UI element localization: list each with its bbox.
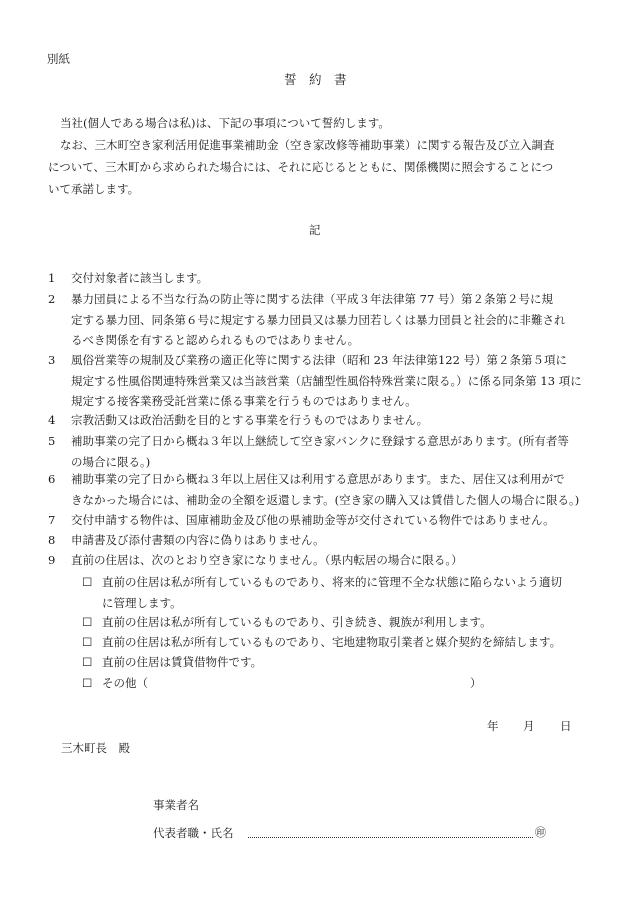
- date-day: 日: [560, 719, 572, 733]
- item-line: 規定する性風俗関連特殊営業又は当該営業（店舗型性風俗特殊営業に限る。）に係る同条第 13 項に: [71, 373, 582, 388]
- representative-label: 代表者職・氏名: [153, 826, 234, 840]
- item-line: るべき関係を有すると認められるものではありません。: [71, 333, 360, 347]
- item-number: 7: [48, 513, 56, 527]
- checkbox[interactable]: ☐: [82, 676, 93, 690]
- option-line: 直前の住居は賃貸借物件です。: [102, 655, 263, 669]
- addressee: 三木町長 殿: [61, 741, 130, 755]
- item-line: 風俗営業等の規制及び業務の適正化等に関する法律（昭和 23 年法律第122 号）第２条第５項に: [71, 353, 568, 367]
- intro-statement: 当社(個人である場合は私)は、下記の事項について誓約します。: [60, 116, 390, 130]
- item-line: 交付対象者に該当します。: [71, 271, 209, 285]
- item-line: の場合に限る。): [71, 454, 151, 469]
- item-number: 6: [48, 472, 56, 486]
- item-line: 規定する接客業務受託営業に係る事業を行うものではありません。: [71, 394, 417, 408]
- item-line: 直前の住居は、次のとおり空き家になりません。（県内転居の場合に限る。）: [71, 553, 463, 567]
- signature-line[interactable]: [248, 837, 533, 838]
- consent-line: いて承諾します。: [48, 182, 140, 196]
- option-line: 直前の住居は私が所有しているものであり、宅地建物取引業者と媒介契約を締結します。: [102, 635, 562, 649]
- date-year: 年: [487, 719, 499, 733]
- attachment-label: 別紙: [47, 52, 70, 66]
- item-number: 3: [48, 353, 56, 367]
- item-number: 5: [48, 434, 56, 448]
- consent-line: なお、三木町空き家利活用促進事業補助金（空き家改修等補助事業）に関する報告及び立入調査: [60, 138, 555, 152]
- option-other-close: ）: [470, 676, 482, 690]
- item-line: 定する暴力団、同条第６号に規定する暴力団員又は暴力団若しくは暴力団員と社会的に非難され: [71, 312, 566, 327]
- ki-heading: 記: [309, 223, 321, 237]
- business-name-label: 事業者名: [153, 798, 199, 812]
- consent-line: について、三木町から求められた場合には、それに応じるとともに、関係機関に照会することにつ: [48, 160, 554, 174]
- item-line: 宗教活動又は政治活動を目的とする事業を行うものではありません。: [71, 413, 429, 427]
- checkbox[interactable]: ☐: [82, 575, 93, 589]
- item-number: 2: [48, 292, 56, 306]
- seal-mark: ㊞: [535, 826, 546, 839]
- item-line: きなかった場合には、補助金の全額を返還します。(空き家の購入又は賃借した個人の場合に限る。): [71, 492, 580, 507]
- option-line: その他（: [102, 676, 148, 690]
- option-line: に管理します。: [102, 595, 182, 610]
- checkbox[interactable]: ☐: [82, 635, 93, 649]
- item-number: 1: [48, 271, 56, 285]
- item-line: 補助事業の完了日から概ね３年以上居住又は利用する意思があります。また、居住又は利用がで: [71, 472, 565, 486]
- item-number: 8: [48, 533, 56, 547]
- item-number: 4: [48, 413, 56, 427]
- date-month: 月: [523, 719, 535, 733]
- item-line: 補助事業の完了日から概ね３年以上継続して空き家バンクに登録する意思があります。(所有者等: [71, 434, 569, 448]
- document-title: 誓 約 書: [284, 72, 347, 87]
- checkbox[interactable]: ☐: [82, 615, 93, 629]
- option-line: 直前の住居は私が所有しているものであり、引き続き、親族が利用します。: [102, 615, 492, 629]
- checkbox[interactable]: ☐: [82, 655, 93, 669]
- item-line: 暴力団員による不当な行為の防止等に関する法律（平成３年法律第 77 号）第２条第２号に規: [71, 292, 553, 306]
- item-number: 9: [48, 553, 56, 567]
- option-line: 直前の住居は私が所有しているものであり、将来的に管理不全な状態に陥らないよう適切: [102, 575, 562, 589]
- item-line: 申請書及び添付書類の内容に偽りはありません。: [71, 533, 325, 547]
- consent-paragraph: [48, 134, 583, 200]
- item-line: 交付申請する物件は、国庫補助金及び他の県補助金等が交付されている物件ではありません。: [71, 513, 555, 527]
